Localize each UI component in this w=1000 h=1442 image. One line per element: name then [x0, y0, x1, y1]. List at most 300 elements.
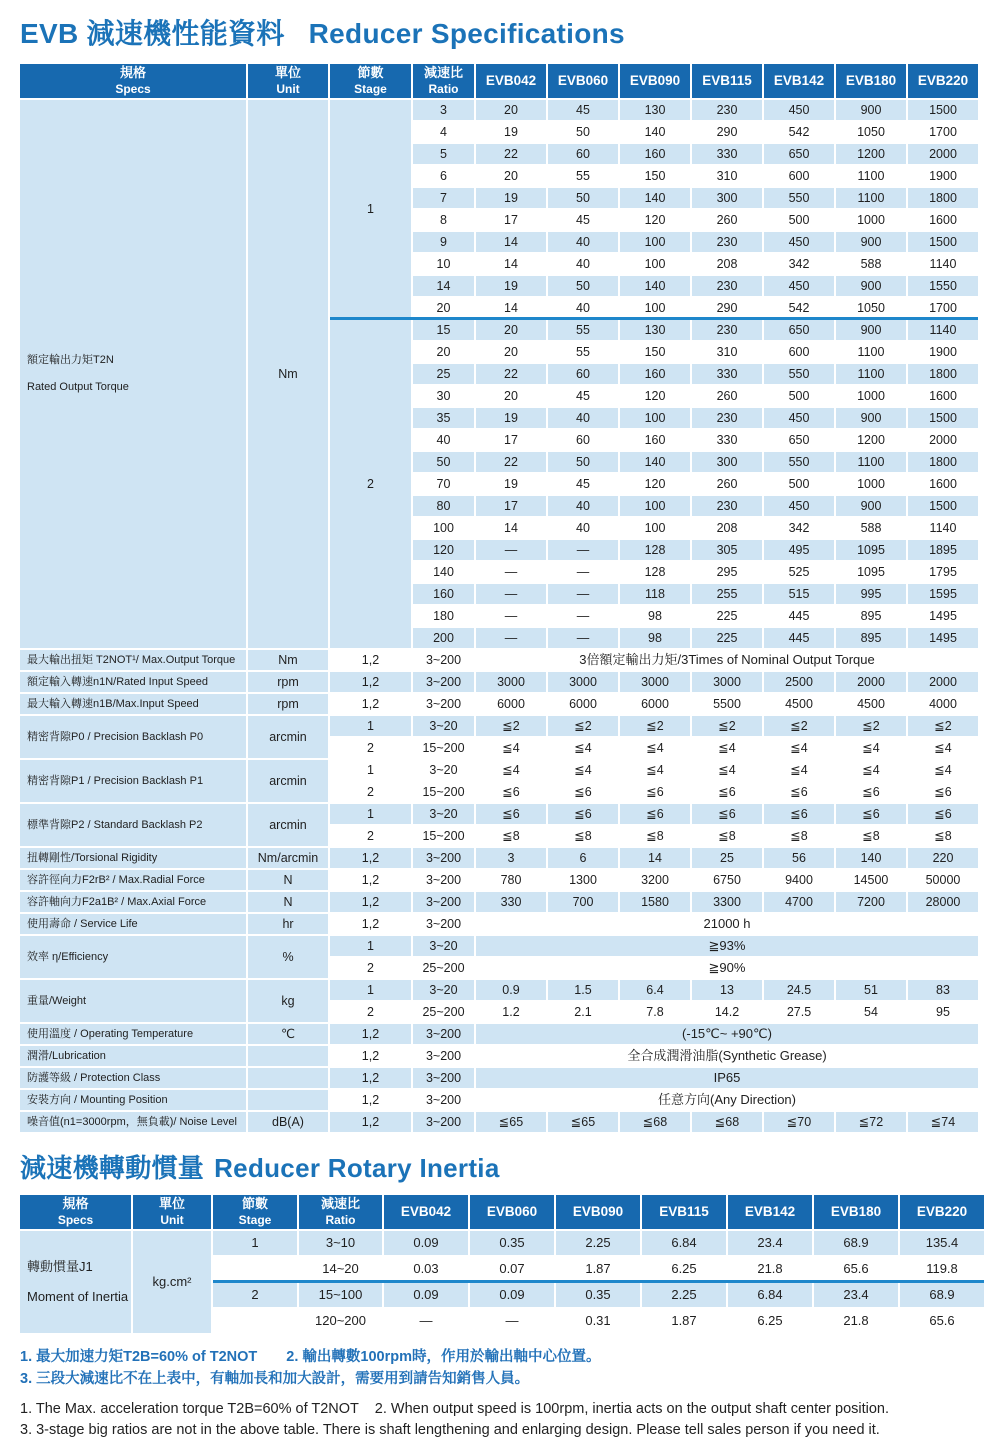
value-cell: 208	[716, 256, 738, 271]
col-header-model-evb060: EVB060	[548, 64, 618, 98]
table-row	[20, 760, 978, 780]
value-cell: ≦8	[718, 828, 736, 843]
value-cell: 600	[788, 168, 810, 183]
col-header-unit	[248, 64, 328, 98]
value-cell: —	[548, 628, 618, 648]
ratio-cell: 180	[433, 608, 454, 623]
value-cell: ≧90%	[708, 959, 746, 975]
value-cell: 2000	[836, 672, 906, 692]
value-cell: 1300	[569, 872, 597, 887]
value-cell: 305	[692, 540, 762, 560]
value-cell: 6000	[569, 696, 597, 711]
table-row	[20, 694, 978, 714]
value-cell: —	[548, 584, 618, 604]
value-cell: 1140	[929, 256, 957, 271]
value-cell: 22	[476, 144, 546, 164]
value-cell: 100	[644, 520, 666, 535]
value-cell: 1580	[620, 892, 690, 912]
value-cell: 1100	[836, 364, 906, 384]
ratio-cell: 35	[413, 408, 474, 428]
value-cell: 100	[620, 408, 690, 428]
value-cell: 55	[576, 344, 590, 359]
value-cell: 100	[620, 232, 690, 252]
value-cell: 45	[548, 100, 618, 120]
stage-cell: 1	[330, 936, 411, 956]
value-cell: 1600	[929, 212, 957, 227]
value-cell: 40	[576, 520, 590, 535]
value-cell: 5500	[713, 696, 741, 711]
ratio-cell: 15~200	[422, 828, 465, 843]
header-row	[20, 1195, 984, 1229]
spec-label-max-output-torque: 最大輸出扭矩 T2NOT¹/ Max.Output Torque	[20, 650, 246, 670]
stage-cell: 1	[213, 1231, 297, 1255]
value-cell: ≦4	[574, 740, 592, 755]
value-cell: 1700	[929, 124, 957, 139]
value-cell: 23.4	[814, 1283, 898, 1307]
header-ratio-en: Ratio	[428, 81, 459, 96]
value-cell: 1050	[857, 124, 885, 139]
value-cell: 2000	[929, 432, 957, 447]
value-cell: 230	[692, 276, 762, 296]
header-unit-en: Unit	[160, 1212, 184, 1227]
value-cell: 0.09	[384, 1283, 468, 1307]
value-cell: ≦68	[692, 1112, 762, 1132]
spec-label-lubrication: 潤滑/Lubrication	[20, 1046, 246, 1066]
value-cell: 100	[620, 496, 690, 516]
value-cell: 1895	[908, 540, 978, 560]
value-cell: 25	[692, 848, 762, 868]
value-cell: —	[476, 584, 546, 604]
ratio-cell: 4	[440, 124, 447, 139]
ratio-cell: 5	[413, 144, 474, 164]
stage-cell: 1,2	[361, 652, 380, 667]
value-cell: 45	[576, 476, 590, 491]
value-cell: 342	[788, 520, 810, 535]
value-cell: 14	[504, 256, 518, 271]
value-cell: 54	[864, 1004, 878, 1019]
value-cell: 任意方向(Any Direction)	[658, 1091, 796, 1107]
value-cell: 550	[764, 188, 834, 208]
ratio-cell: 25	[413, 364, 474, 384]
value-cell: ≦6	[502, 784, 520, 799]
unit-cell: arcmin	[248, 804, 328, 846]
value-cell: 500	[788, 388, 810, 403]
unit-cell: rpm	[248, 694, 328, 714]
ratio-cell: 100	[433, 520, 454, 535]
value-cell: 2.1	[574, 1004, 592, 1019]
header-specs-zh: 規格	[119, 65, 146, 81]
footnote-en-line2: 3. 3-stage big ratios are not in the above table. There is shaft lengthening and enlarging design. Please tell sales person if you need it.	[20, 1422, 880, 1439]
unit-cell: kg.cm²	[133, 1231, 211, 1333]
value-cell: 500	[788, 212, 810, 227]
table-row	[20, 100, 978, 120]
value-cell: 17	[504, 212, 518, 227]
value-cell: 3000	[620, 672, 690, 692]
stage-cell: 2	[367, 1004, 374, 1019]
stage-divider-line	[330, 317, 978, 320]
spec-label-mounting-position: 安裝方向 / Mounting Position	[20, 1090, 246, 1110]
footnote-zh-line1: 1. 最大加速力矩T2B=60% of T2NOT 2. 輸出轉數100rpm時，作用於輸出軸中心位置。	[20, 1349, 601, 1365]
header-specs-en: Specs	[57, 1212, 94, 1227]
value-cell: 495	[764, 540, 834, 560]
value-cell: 500	[788, 476, 810, 491]
value-cell: ≦6	[548, 804, 618, 824]
value-cell: ≦4	[502, 762, 520, 777]
value-cell: ≦6	[764, 804, 834, 824]
value-cell: 2.25	[556, 1231, 640, 1255]
value-cell: 895	[836, 628, 906, 648]
value-cell: 4000	[929, 696, 957, 711]
value-cell: 445	[788, 608, 810, 623]
value-cell: 542	[788, 300, 810, 315]
value-cell: 50	[548, 188, 618, 208]
value-cell: 19	[504, 124, 518, 139]
value-cell: ≦2	[476, 716, 546, 736]
value-cell: 1495	[929, 608, 957, 623]
value-cell: 588	[860, 520, 882, 535]
ratio-cell: 120	[413, 540, 474, 560]
stage-cell: 2	[330, 320, 411, 648]
value-cell: 50000	[925, 872, 961, 887]
header-unit-en: Unit	[276, 81, 300, 96]
header-stage-en: Stage	[354, 81, 387, 96]
value-cell: 6.25	[757, 1312, 783, 1328]
value-cell: 1550	[908, 276, 978, 296]
unit-cell: ℃	[248, 1024, 328, 1044]
table-row	[20, 1046, 978, 1066]
value-cell: 0.35	[556, 1283, 640, 1307]
value-cell: 22	[476, 452, 546, 472]
stage-cell: 1,2	[361, 872, 380, 887]
spec-label-efficiency: 效率 η/Efficiency	[20, 936, 246, 978]
stage-cell: 1	[330, 100, 411, 318]
value-cell: 700	[548, 892, 618, 912]
value-cell: ≦4	[718, 740, 736, 755]
ratio-cell: 3	[413, 100, 474, 120]
col-header-model-evb142: EVB142	[728, 1195, 812, 1229]
value-cell: 1140	[929, 520, 957, 535]
value-cell: 160	[620, 144, 690, 164]
ratio-cell: 9	[413, 232, 474, 252]
value-cell: 50	[548, 276, 618, 296]
footnote-zh-line2: 3. 三段大減速比不在上表中，有軸加長和加大設計，需要用到請告知銷售人員。	[20, 1370, 530, 1387]
col-header-model-evb042: EVB042	[384, 1195, 468, 1229]
value-cell: ≦4	[790, 740, 808, 755]
ratio-cell: 3~10	[299, 1231, 382, 1255]
value-cell: ≦4	[574, 762, 592, 777]
table-row	[20, 672, 978, 692]
value-cell: 900	[836, 320, 906, 340]
stage-cell: 1	[330, 716, 411, 736]
value-cell: 300	[692, 188, 762, 208]
value-cell: ≦6	[836, 804, 906, 824]
value-cell: 65.6	[843, 1260, 869, 1276]
value-cell: 295	[716, 564, 738, 579]
value-cell: 230	[692, 408, 762, 428]
value-cell: 6000	[497, 696, 525, 711]
ratio-cell: 70	[436, 476, 451, 491]
ratio-cell: 14~20	[322, 1260, 359, 1276]
unit-cell: kg	[248, 980, 328, 1022]
value-cell: 50	[548, 452, 618, 472]
value-cell: 17	[504, 432, 518, 447]
header-specs-en: Specs	[115, 81, 151, 96]
unit-cell: N	[248, 892, 328, 912]
value-cell: 2.25	[642, 1283, 726, 1307]
value-cell: 208	[716, 520, 738, 535]
value-cell: 1500	[908, 496, 978, 516]
value-cell: 342	[788, 256, 810, 271]
stage-cell: 1,2	[330, 672, 411, 692]
value-cell: 450	[764, 276, 834, 296]
ratio-cell: 6	[440, 168, 447, 183]
ratio-cell: 3~200	[413, 848, 474, 868]
ratio-cell: 30	[436, 388, 451, 403]
value-cell: 1495	[908, 628, 978, 648]
ratio-cell: 3~200	[425, 1092, 462, 1107]
value-cell: 68.9	[814, 1231, 898, 1255]
value-cell: 100	[644, 256, 666, 271]
value-cell: 1100	[857, 168, 885, 183]
value-cell: 330	[692, 364, 762, 384]
spec-label-operating-temperature: 使用溫度 / Operating Temperature	[20, 1024, 246, 1044]
ratio-cell: 3~200	[425, 916, 462, 931]
value-cell: ≦8	[934, 828, 952, 843]
value-cell: ≦70	[764, 1112, 834, 1132]
value-cell: 6.84	[728, 1283, 812, 1307]
ratio-cell: 15	[413, 320, 474, 340]
value-cell: 140	[836, 848, 906, 868]
ratio-cell: 15~200	[422, 784, 465, 799]
value-cell: ≦6	[476, 804, 546, 824]
spec-label-service-life: 使用壽命 / Service Life	[20, 914, 246, 934]
unit-cell: Nm/arcmin	[248, 848, 328, 868]
value-cell: 98	[648, 608, 662, 623]
value-cell: ≦6	[620, 804, 690, 824]
ratio-cell: 3~200	[413, 672, 474, 692]
ratio-cell: 3~200	[413, 1068, 474, 1088]
table-row	[20, 1090, 978, 1110]
spec-label-protection-class: 防護等級 / Protection Class	[20, 1068, 246, 1088]
stage-cell	[213, 1309, 297, 1333]
value-cell: 130	[620, 320, 690, 340]
value-cell: 27.5	[786, 1004, 812, 1019]
value-cell: 68.9	[900, 1283, 984, 1307]
value-cell: 7.8	[646, 1004, 664, 1019]
table-row	[20, 848, 978, 868]
unit-cell: Nm	[248, 100, 328, 648]
value-cell: 128	[644, 564, 666, 579]
ratio-cell: 3~200	[425, 696, 462, 711]
value-cell: ≦4	[502, 740, 520, 755]
table-row	[20, 804, 978, 824]
value-cell: 1050	[857, 300, 885, 315]
header-unit-zh: 單位	[158, 1196, 185, 1212]
value-cell: 118	[620, 584, 690, 604]
value-cell: 60	[548, 364, 618, 384]
reducer-specifications-table	[18, 62, 980, 1134]
value-cell: 23.4	[728, 1231, 812, 1255]
value-cell: 56	[764, 848, 834, 868]
value-cell: 4500	[785, 696, 813, 711]
spec-label-backlash-p0: 精密背隙P0 / Precision Backlash P0	[20, 716, 246, 758]
value-cell: ≦6	[718, 784, 736, 799]
value-cell: 0.31	[585, 1312, 611, 1328]
value-cell: 1.5	[548, 980, 618, 1000]
value-cell: 1100	[836, 188, 906, 208]
header-ratio-en: Ratio	[325, 1212, 356, 1227]
ratio-cell: 3~200	[413, 1112, 474, 1132]
ratio-cell: 50	[413, 452, 474, 472]
value-cell: 140	[620, 188, 690, 208]
header-ratio-zh: 減速比	[320, 1196, 360, 1212]
value-cell: 900	[836, 408, 906, 428]
inertia-title-zh: 減速機轉動慣量	[20, 1153, 205, 1183]
col-header-unit	[133, 1195, 211, 1229]
value-cell: 17	[476, 496, 546, 516]
ratio-cell: 3~20	[429, 762, 458, 777]
stage-cell: 1,2	[361, 916, 380, 931]
value-cell: 1100	[836, 452, 906, 472]
value-cell: 780	[500, 872, 522, 887]
value-cell: 100	[644, 300, 666, 315]
header-unit-zh: 單位	[274, 65, 301, 81]
value-cell: —	[548, 540, 618, 560]
value-cell: 83	[908, 980, 978, 1000]
value-cell: 1000	[857, 476, 885, 491]
stage-cell: 2	[367, 960, 374, 975]
value-cell: 588	[860, 256, 882, 271]
value-cell: —	[576, 608, 590, 623]
spec-label-noise-level: 噪音值(n1=3000rpm，無負載)/ Noise Level	[20, 1112, 246, 1132]
value-cell: 1100	[857, 344, 885, 359]
col-header-model-evb220: EVB220	[908, 64, 978, 98]
value-cell: IP65	[476, 1068, 978, 1088]
value-cell: 全合成潤滑油脂(Synthetic Grease)	[627, 1047, 827, 1063]
value-cell: 1600	[929, 476, 957, 491]
value-cell: 1800	[908, 364, 978, 384]
col-header-specs	[20, 64, 246, 98]
ratio-cell: 14	[413, 276, 474, 296]
value-cell: 140	[620, 452, 690, 472]
value-cell: 1200	[857, 432, 885, 447]
stage-cell: 1,2	[330, 848, 411, 868]
col-header-ratio	[299, 1195, 382, 1229]
value-cell: ≦6	[646, 784, 664, 799]
ratio-cell: 8	[440, 212, 447, 227]
stage-cell: 2	[213, 1283, 297, 1307]
col-header-stage	[330, 64, 411, 98]
value-cell: 900	[836, 496, 906, 516]
value-cell: 1000	[857, 212, 885, 227]
value-cell: 6.4	[620, 980, 690, 1000]
value-cell: 0.9	[476, 980, 546, 1000]
value-cell: 28000	[908, 892, 978, 912]
spec-label-backlash-p1: 精密背隙P1 / Precision Backlash P1	[20, 760, 246, 802]
value-cell: 4700	[764, 892, 834, 912]
value-cell: 1.87	[671, 1312, 697, 1328]
value-cell: 1900	[929, 344, 957, 359]
value-cell: 6.84	[642, 1231, 726, 1255]
value-cell: ≦4	[646, 740, 664, 755]
value-cell: ≦6	[574, 784, 592, 799]
value-cell: ≦8	[790, 828, 808, 843]
value-cell: 450	[764, 496, 834, 516]
stage-cell: 1,2	[330, 1068, 411, 1088]
ratio-cell: 3~20	[413, 980, 474, 1000]
col-header-model-evb115: EVB115	[692, 64, 762, 98]
value-cell: ≦74	[908, 1112, 978, 1132]
value-cell: 40	[548, 496, 618, 516]
value-cell: 150	[644, 344, 666, 359]
value-cell: 1795	[929, 564, 957, 579]
value-cell: ≦2	[620, 716, 690, 736]
ratio-cell: 3~200	[425, 1048, 462, 1063]
value-cell: 3	[476, 848, 546, 868]
value-cell: 525	[788, 564, 810, 579]
value-cell: 1500	[908, 100, 978, 120]
value-cell: 9400	[785, 872, 813, 887]
value-cell: 2500	[764, 672, 834, 692]
stage-cell: 1,2	[330, 1024, 411, 1044]
table-row	[20, 1231, 984, 1255]
ratio-cell: 20	[436, 300, 451, 315]
col-header-specs	[20, 1195, 131, 1229]
value-cell: 40	[548, 408, 618, 428]
value-cell: 1595	[908, 584, 978, 604]
value-cell: ≦8	[862, 828, 880, 843]
value-cell: 330	[716, 432, 738, 447]
value-cell: 14500	[853, 872, 889, 887]
value-cell: 40	[548, 232, 618, 252]
table-row	[20, 980, 978, 1000]
value-cell: 45	[576, 212, 590, 227]
value-cell: ≦4	[862, 740, 880, 755]
header-row	[20, 64, 978, 98]
value-cell: 330	[692, 144, 762, 164]
value-cell: 21.8	[757, 1260, 783, 1276]
unit-cell: rpm	[248, 672, 328, 692]
value-cell: 14.2	[714, 1004, 740, 1019]
value-cell: 230	[692, 232, 762, 252]
value-cell: 120	[644, 212, 666, 227]
ratio-cell: 40	[436, 432, 451, 447]
value-cell: 220	[908, 848, 978, 868]
value-cell: 135.4	[900, 1231, 984, 1255]
value-cell: 128	[620, 540, 690, 560]
value-cell: 20	[504, 168, 518, 183]
value-cell: —	[476, 628, 546, 648]
table-row	[20, 1112, 978, 1132]
value-cell: ≦2	[692, 716, 762, 736]
value-cell: 900	[836, 276, 906, 296]
col-header-model-evb060: EVB060	[470, 1195, 554, 1229]
value-cell: 130	[620, 100, 690, 120]
ratio-cell: 25~200	[422, 1004, 465, 1019]
spec-label-weight: 重量/Weight	[20, 980, 246, 1022]
value-cell: 95	[936, 1004, 950, 1019]
ratio-cell: 15~200	[422, 740, 465, 755]
header-stage-en: Stage	[238, 1212, 272, 1227]
value-cell: ≦65	[476, 1112, 546, 1132]
unit-cell	[248, 1068, 328, 1088]
spec-label-max-radial-force: 容許徑向力F2rB² / Max.Radial Force	[20, 870, 246, 890]
inertia-title-en: Reducer Rotary Inertia	[214, 1153, 500, 1183]
value-cell: 450	[764, 232, 834, 252]
value-cell: 0.03	[413, 1260, 439, 1276]
value-cell: ≦6	[790, 784, 808, 799]
value-cell: 230	[692, 496, 762, 516]
